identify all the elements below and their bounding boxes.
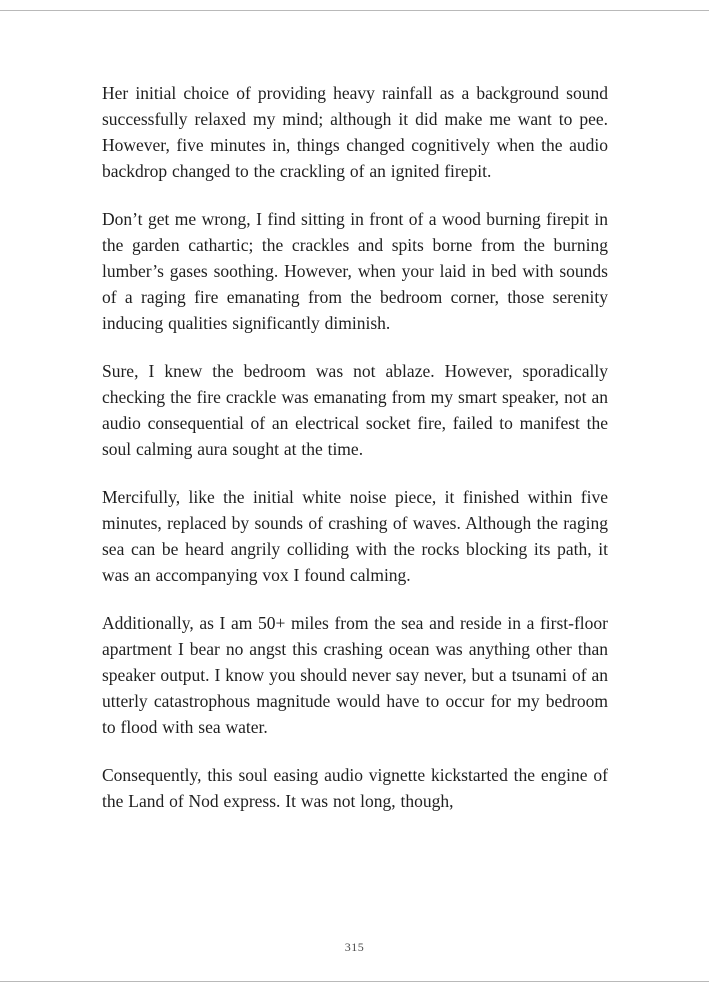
paragraph: Consequently, this soul easing audio vignette kickstarted the engine of the Land of Nod express. It was not long, though, — [102, 765, 608, 811]
paragraph: Mercifully, like the initial white noise piece, it finished within five minutes, replaced by sounds of crashing of waves. Although the raging sea can be heard angrily colliding with the rocks blocking its path, it was an accompanying vox I found calming. — [102, 487, 608, 585]
paragraph: Her initial choice of providing heavy rainfall as a background sound successfully relaxed my mind; although it did make me want to pee. However, five minutes in, things changed cognitively when the audio backdrop changed to the crackling of an ignited firepit. — [102, 83, 608, 181]
paragraph: Additionally, as I am 50+ miles from the sea and reside in a first-floor apartment I bear no angst this crashing ocean was anything other than speaker output. I know you should never say never, but a tsunami of an utterly catastrophous magnitude would have to occur for my bedroom to flood with sea water. — [102, 613, 608, 737]
page-number: 315 — [344, 940, 365, 954]
page-top-border — [0, 10, 709, 11]
paragraph: Don’t get me wrong, I find sitting in front of a wood burning firepit in the garden cathartic; the crackles and spits borne from the burning lumber’s gases soothing. However, when your laid in bed with sounds of a raging fire emanating from the bedroom corner, those serenity inducing qualities significantly diminish. — [102, 209, 608, 333]
page-bottom-border — [0, 981, 709, 982]
body-text — [102, 80, 608, 814]
paragraph: Sure, I knew the bedroom was not ablaze. However, sporadically checking the fire crackle was emanating from my smart speaker, not an audio consequential of an electrical socket fire, failed to manifest the soul calming aura sought at the time. — [102, 361, 608, 459]
